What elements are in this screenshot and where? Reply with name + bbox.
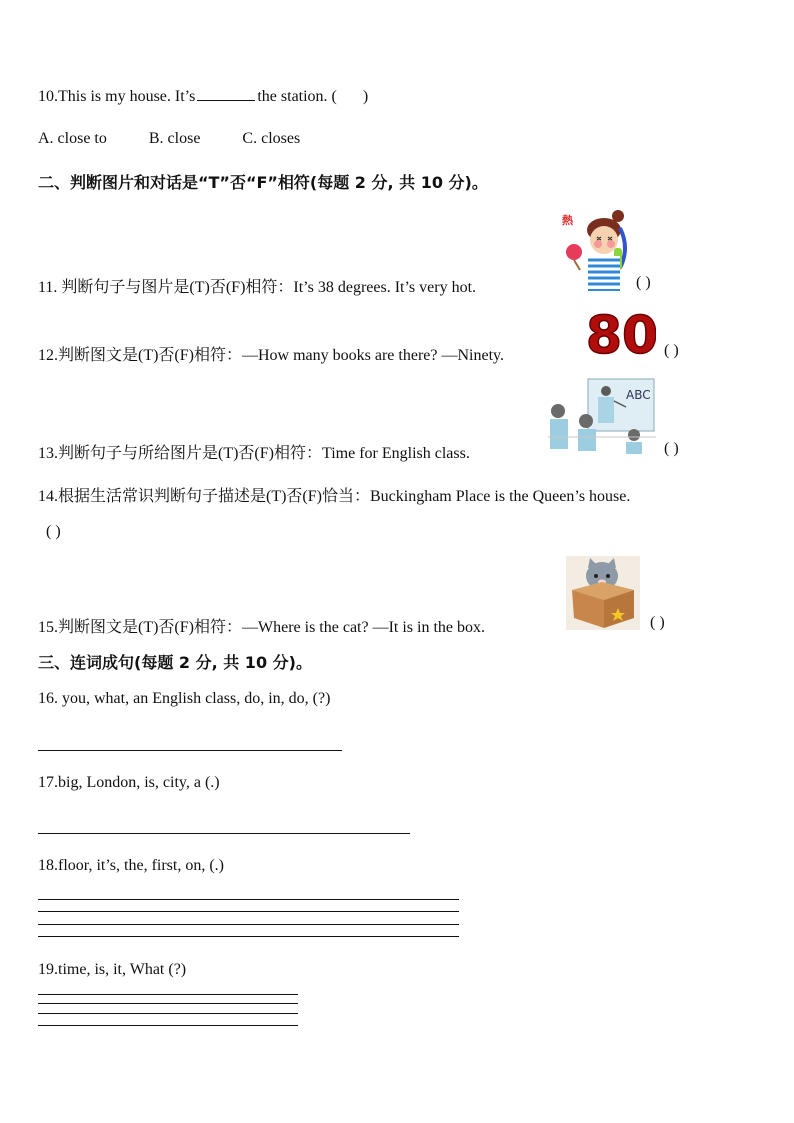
q11-answer-parens[interactable]: ( ) — [636, 274, 651, 291]
cat-in-box-picture — [566, 556, 640, 630]
question-14: 14.根据生活常识判断句子描述是(T)否(F)恰当：Buckingham Place is the Queen’s house. — [38, 488, 631, 505]
question-18: 18.floor, it’s, the, first, on, (.) — [38, 857, 224, 874]
question-13: 13.判断句子与所给图片是(T)否(F)相符：Time for English class. — [38, 445, 470, 462]
question-15: 15.判断图文是(T)否(F)相符：—Where is the cat? —It is in the box. — [38, 619, 486, 636]
question-12: 12.判断图文是(T)否(F)相符：—How many books are there? —Ninety. — [38, 347, 504, 364]
section-3-heading: 三、连词成句(每题 2 分, 共 10 分)。 — [38, 653, 312, 672]
q10-answer-blank[interactable] — [197, 99, 255, 101]
q10-text-after: the station. ( — [257, 88, 337, 105]
q10-option-b[interactable]: B. close — [148, 130, 201, 147]
q10-options — [38, 130, 342, 148]
question-17: 17.big, London, is, city, a (.) — [38, 774, 220, 791]
number-80-text: 80 — [588, 306, 656, 359]
question-10 — [38, 88, 368, 106]
hot-girl-picture — [558, 208, 630, 292]
q10-option-c[interactable]: C. closes — [242, 130, 301, 147]
q15-answer-parens[interactable]: ( ) — [650, 614, 665, 631]
q16-answer-line[interactable] — [38, 750, 342, 751]
hot-label: 熱 — [562, 214, 573, 227]
hot-girl-icon — [558, 208, 630, 292]
q19-answer-line-4[interactable] — [38, 1025, 298, 1026]
q14-answer-parens[interactable]: ( ) — [46, 523, 61, 540]
q10-text-before: 10.This is my house. It’s — [38, 88, 196, 105]
q18-answer-line-3[interactable] — [38, 924, 459, 925]
q10-option-a[interactable]: A. close to — [38, 130, 107, 147]
q18-answer-line-2[interactable] — [38, 911, 459, 912]
board-text: ABC — [626, 388, 651, 402]
q13-answer-parens[interactable]: ( ) — [664, 440, 679, 457]
question-11: 11. 判断句子与图片是(T)否(F)相符：It’s 38 degrees. It’s very hot. — [38, 279, 477, 296]
english-class-picture — [548, 377, 656, 455]
q19-answer-line-3[interactable] — [38, 1013, 298, 1014]
section-2-heading: 二、判断图片和对话是“T”否“F”相符(每题 2 分, 共 10 分)。 — [38, 173, 488, 192]
q18-answer-line-1[interactable] — [38, 899, 459, 900]
number-80-picture — [588, 305, 656, 359]
cat-box-icon — [566, 556, 640, 630]
q12-answer-parens[interactable]: ( ) — [664, 342, 679, 359]
question-16: 16. you, what, an English class, do, in, do, (?) — [38, 690, 331, 707]
q10-close-paren: ) — [362, 88, 369, 105]
q19-answer-line-1[interactable] — [38, 994, 298, 995]
q19-answer-line-2[interactable] — [38, 1003, 298, 1004]
q18-answer-line-4[interactable] — [38, 936, 459, 937]
question-19: 19.time, is, it, What (?) — [38, 961, 187, 978]
q17-answer-line[interactable] — [38, 833, 410, 834]
